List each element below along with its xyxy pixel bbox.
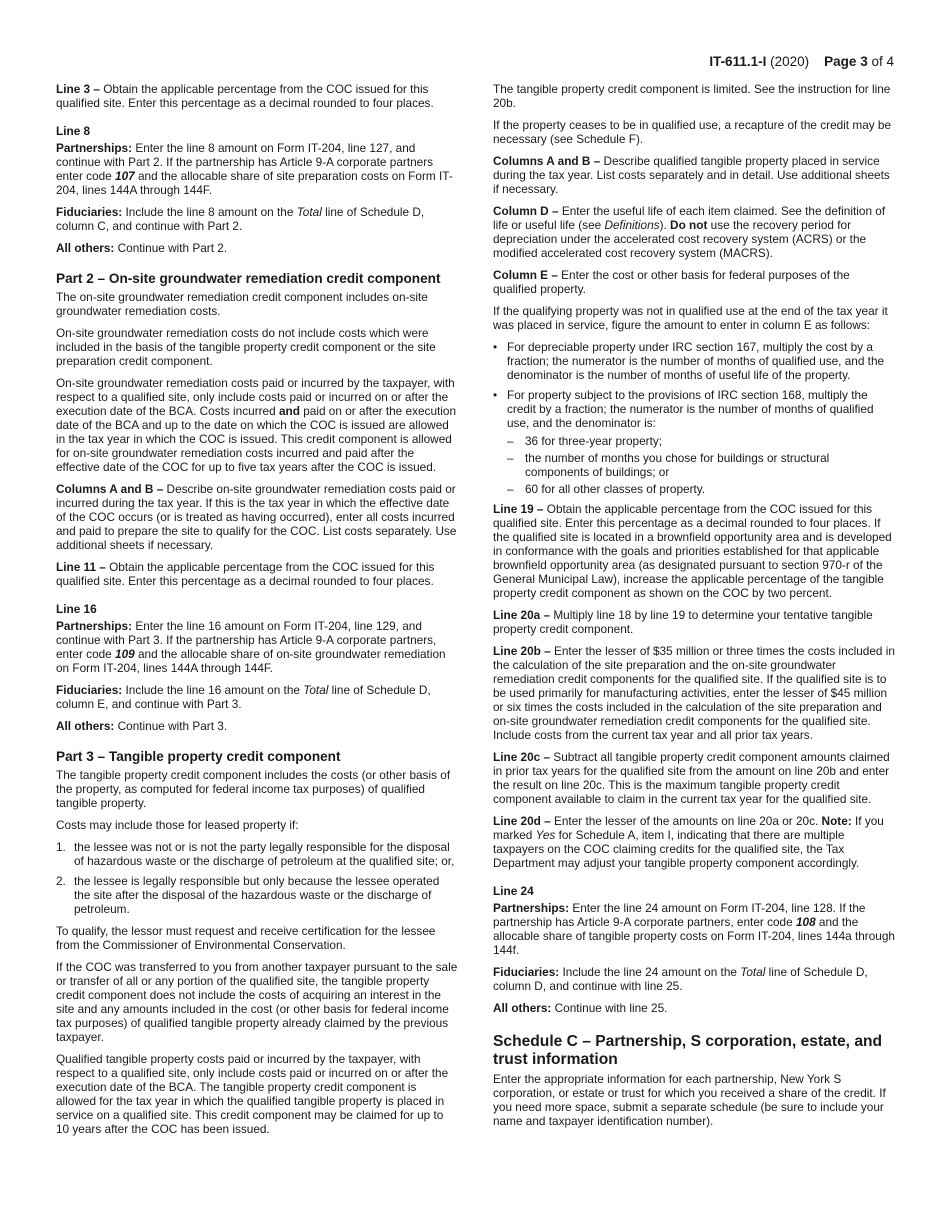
denominator-list — [507, 434, 895, 496]
line8-fiduciaries: Fiduciaries: Include the line 8 amount on the Total line of Schedule D, column C, and continue with Part 2. — [56, 205, 425, 233]
line24-heading: Line 24 — [493, 884, 534, 898]
list-item: • For depreciable property under IRC section 167, multiply the cost by a fraction; the numerator is the number of months of qualified use, and the denominator is the number of months of useful life of the property. — [493, 340, 885, 382]
part2-heading: Part 2 – On-site groundwater remediation credit component — [56, 271, 441, 286]
line8-all-others: All others: Continue with Part 2. — [56, 241, 228, 255]
part3-intro: The tangible property credit component includes the costs (or other basis of the property, as computed for federal income tax purposes) of qualified tangible property. — [56, 768, 451, 810]
line20c-instruction: Line 20c – Subtract all tangible property credit component amounts claimed in prior tax years for the qualified site from the amount on line 20b and enter the result on line 20c. This is the maximum tangible property credit component available to claim in the current tax year for the qualified site. — [493, 750, 890, 806]
part3-certification: To qualify, the lessor must request and receive certification for the lessee from the Commissioner of Environmental Conservation. — [56, 924, 436, 952]
line20b-instruction: Line 20b – Enter the lesser of $35 million or three times the costs included in the calculation of the site preparation and the on-site groundwater remediation credit components for the qualified site. If the qualified site is to be used primarily for manufacturing activities, enter the lesser of $45 million or six times the costs included in the calculation of the site preparation and on-site groundwater remediation credit components for the qualified site. Include costs from the current tax year and all prior tax years. — [493, 644, 895, 742]
part3-qualified-costs: Qualified tangible property costs paid or incurred by the taxpayer, with respect to a qualified site, only include costs paid or incurred on or after the execution date of the BCA. The tangible property credit component is allowed for the tax year in which the qualified tangible property is placed in service on a qualified site. This credit component may be claimed for up to 10 years after the COC has been issued. — [56, 1052, 449, 1136]
column-e-instruction: Column E – Enter the cost or other basis for federal purposes of the qualified property. — [493, 268, 850, 296]
line24-partnerships: Partnerships: Enter the line 24 amount on Form IT-204, line 128. If the partnership has Article 9-A corporate partners, enter code 108 and the allocable share of tangible property costs on Form IT-204, lines 144a through 144f. — [493, 901, 895, 957]
list-item: – the number of months you chose for buildings or structural components of buildings; or — [507, 451, 830, 479]
part2-intro: The on-site groundwater remediation credit component includes on-site groundwater remediation costs. — [56, 290, 428, 318]
tangible-limit: The tangible property credit component is limited. See the instruction for line 20b. — [493, 82, 891, 110]
line24-fiduciaries: Fiduciaries: Include the line 24 amount on the Total line of Schedule D, column D, and continue with line 25. — [493, 965, 868, 993]
qualified-use-intro: If the qualifying property was not in qualified use at the end of the tax year it was placed in service, figure the amount to enter in column E as follows: — [493, 304, 888, 332]
form-number: IT-611.1-I — [709, 54, 767, 69]
line11-instruction: Line 11 – Obtain the applicable percentage from the COC issued for this qualified site. Enter this percentage as a decimal rounded to four places. — [56, 560, 435, 588]
part3-leased-intro: Costs may include those for leased property if: — [56, 818, 299, 832]
line24-all-others: All others: Continue with line 25. — [493, 1001, 668, 1015]
part2-columns-ab: Columns A and B – Describe on-site groundwater remediation costs paid or incurred during the tax year. If this is the tax year in which the effective date of the COC occurs (or is treated as having occurred), enter all costs incurred and paid to prepare the site to qualify for the COC. List costs separately. Use additional sheets if necessary. — [56, 482, 457, 552]
line20a-instruction: Line 20a – Multiply line 18 by line 19 to determine your tentative tangible property credit component. — [493, 608, 873, 636]
page-total: of 4 — [871, 54, 894, 69]
schedule-c-text: Enter the appropriate information for each partnership, New York S corporation, or estate or trust for which you received a share of the credit. If you need more space, submit a separate schedule (be sure to include your name and taxpayer identification number). — [493, 1072, 886, 1128]
line16-all-others: All others: Continue with Part 3. — [56, 719, 228, 733]
list-item: • For property subject to the provisions of IRC section 168, multiply the credit by a fraction; the numerator is the number of months of qualified use, and the denominator is: – 36 for three-year property; – the number of months you chose for buildings or structural components of buildings; or – 60 for all other classes of property. — [493, 388, 895, 496]
line16-partnerships: Partnerships: Enter the line 16 amount on Form IT-204, line 129, and continue with Part 3. If the partnership has Article 9-A corporate partners, enter code 109 and the allocable share of on-site groundwater remediation on Form IT-204, lines 144A through 144F. — [56, 619, 446, 675]
list-item: – 60 for all other classes of property. — [507, 482, 706, 496]
column-d-instruction: Column D – Enter the useful life of each item claimed. See the definition of life or useful life (see Definitions). Do not use the recovery period for depreciation under the accelerated cost recovery system (ACRS) or the modified accelerated cost recovery system (MACRS). — [493, 204, 886, 260]
line20d-instruction: Line 20d – Enter the lesser of the amounts on line 20a or 20c. Note: If you marked Yes for Schedule A, item I, indicating that there are multiple taxpayers on the COC claiming credits for the qualified site, the Tax Department may adjust your tangible property component accordingly. — [493, 814, 884, 870]
line19-instruction: Line 19 – Obtain the applicable percentage from the COC issued for this qualified site. Enter this percentage as a decimal rounded to four places. If the qualified site is located in a brownfield opportunity area and is developed in conformance with the goals and priorities established for that applicable brownfield opportunity area (as designated pursuant to section 970-r of the General Municipal Law), increase the applicable percentage of the tangible property credit component as shown on the COC by two percent. — [493, 502, 892, 600]
page-label: Page 3 — [824, 54, 868, 69]
form-year: (2020) — [770, 54, 810, 69]
left-column — [56, 82, 458, 1144]
part3-leased-list — [56, 840, 458, 916]
list-item: – 36 for three-year property; — [507, 434, 663, 448]
page-header — [709, 54, 894, 69]
line16-heading: Line 16 — [56, 602, 97, 616]
list-item: 2. the lessee is legally responsible but only because the lessee operated the site after the disposal of the hazardous waste or the discharge of petroleum. — [56, 874, 440, 916]
qualified-use-list — [493, 340, 895, 496]
part3-transfer: If the COC was transferred to you from another taxpayer pursuant to the sale or transfer of all or any portion of the qualified site, the tangible property credit component does not include the costs of acquiring an interest in the site and any amounts included in the cost (or other basis for federal income tax purposes) of qualified tangible property already claimed by the previous taxpayer. — [56, 960, 458, 1044]
schedule-c-heading: Schedule C – Partnership, S corporation, estate, and trust information — [493, 1033, 883, 1068]
line8-partnerships: Partnerships: Enter the line 8 amount on Form IT-204, line 127, and continue with Part 2. If the partnership has Article 9-A corporate partners enter code 107 and the allocable share of site preparation costs on Form IT-204, lines 144A through 144F. — [56, 141, 453, 197]
right-column — [493, 82, 895, 1136]
part3-heading: Part 3 – Tangible property credit component — [56, 749, 341, 764]
part3-columns-ab: Columns A and B – Describe qualified tangible property placed in service during the tax year. List costs separately and in detail. Use additional sheets if necessary. — [493, 154, 890, 196]
list-item: 1. the lessee was not or is not the party legally responsible for the disposal of hazardous waste or the discharge of petroleum at the qualified site; or, — [56, 840, 455, 868]
line8-heading: Line 8 — [56, 124, 91, 138]
line16-fiduciaries: Fiduciaries: Include the line 16 amount on the Total line of Schedule D, column E, and continue with Part 3. — [56, 683, 431, 711]
line3-instruction: Line 3 – Obtain the applicable percentage from the COC issued for this qualified site. Enter this percentage as a decimal rounded to four places. — [56, 82, 434, 110]
part2-costs: On-site groundwater remediation costs paid or incurred by the taxpayer, with respect to a qualified site, only include costs paid or incurred on or after the execution date of the BCA. Costs incurred and paid on or after the execution date of the BCA and up to the date on which the COC is issued are allowed in the tax year in which the COC is issued. This credit component is allowed for on-site groundwater remediation costs incurred and paid after the effective date of the COC for up to five tax years after the COC is issued. — [56, 376, 457, 474]
part2-exclusions: On-site groundwater remediation costs do not include costs which were included in the basis of the tangible property credit component or the site preparation credit component. — [56, 326, 436, 368]
recapture-note: If the property ceases to be in qualified use, a recapture of the credit may be necessary (see Schedule F). — [493, 118, 892, 146]
